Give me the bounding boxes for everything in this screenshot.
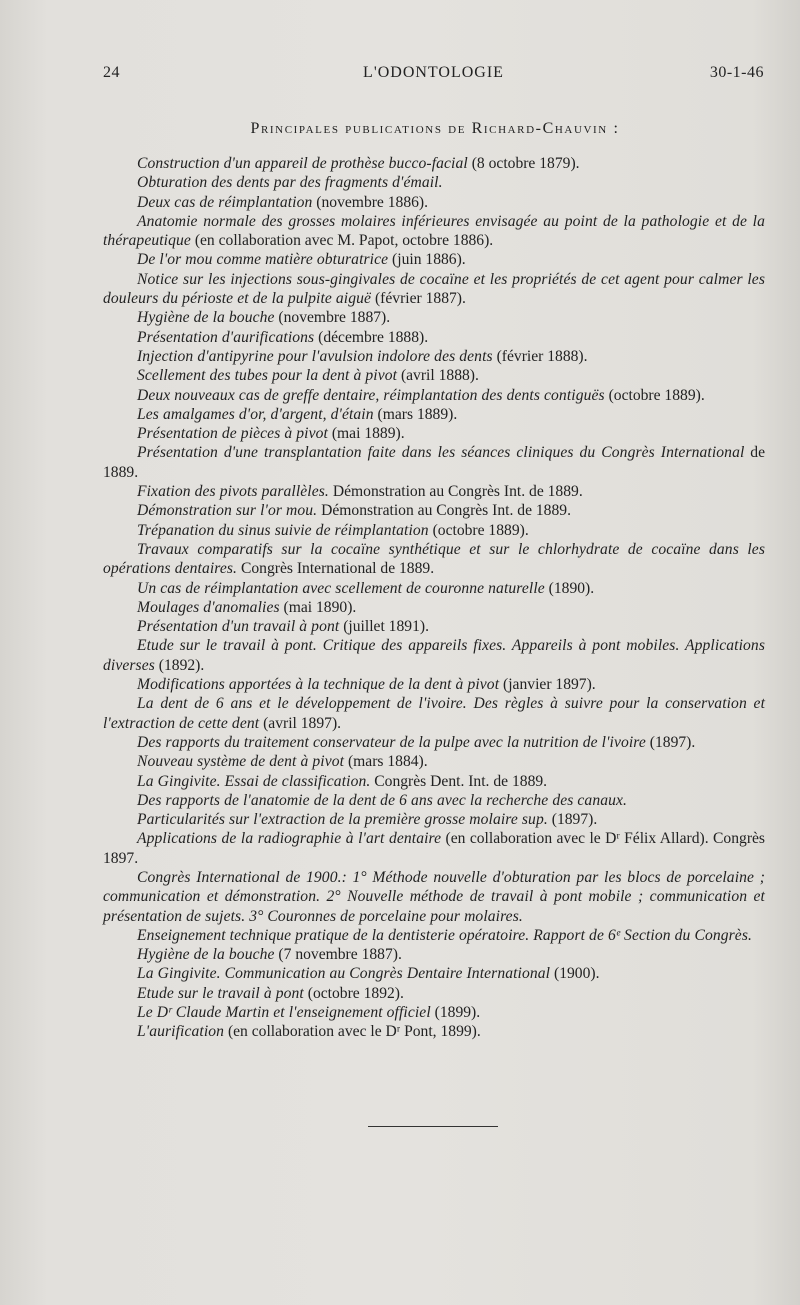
publication-title: Particularités sur l'extraction de la première grosse molaire sup. [137,811,548,829]
publication-entry [103,443,765,482]
publication-entry [103,945,765,964]
publication-entry [103,501,765,520]
publication-details: (juillet 1891). [339,618,429,636]
publication-details: (1897). [645,733,696,751]
publication-title: De l'or mou comme matière obturatrice [137,251,389,269]
issue-date: 30-1-46 [709,64,764,81]
publication-title: Hygiène de la bouche [137,309,275,327]
publication-details: (mai 1890). [279,598,357,616]
publication-entry [103,617,765,636]
publication-details: (7 novembre 1887). [274,946,402,964]
closing-rule [368,1126,498,1127]
publication-title: Enseignement technique pratique de la dentisterie opératoire. Rapport de 6ᵉ Section du Congrès. [137,926,752,944]
publication-details: (octobre 1889). [428,521,529,539]
publication-entry [103,173,765,192]
publication-title: Nouveau système de dent à pivot [137,753,345,771]
page-number: 24 [103,64,120,81]
publication-entry [103,926,765,945]
publication-entry [103,598,765,617]
publication-title: Trépanation du sinus suivie de réimplantation [137,521,429,539]
publication-title: Moulages d'anomalies [137,598,280,616]
publication-list [103,154,765,1042]
publication-title: Etude sur le travail à pont [137,984,304,1002]
publication-details: (juin 1886). [388,251,466,269]
publication-details: (mars 1884). [344,753,428,771]
publication-title: Notice sur les injections sous-gingivales de cocaïne et les propriétés de cet agent pour calmer les douleurs du périoste et de la pulpite aiguë [103,270,765,308]
publication-details: (mars 1889). [373,405,458,423]
publication-details: (novembre 1887). [274,309,391,327]
publication-details: de 1889. [103,444,765,481]
publication-entry [103,829,765,868]
publication-entry [103,328,765,347]
publication-entry [103,868,765,926]
publication-entry [103,482,765,501]
publication-details: (1900). [550,965,600,983]
publication-title: La Gingivite. Essai de classification. [137,772,371,790]
publication-title: Anatomie normale des grosses molaires inférieures envisagée au point de la pathologie et de la thérapeutique [103,212,765,250]
publication-title: L'aurification [137,1023,225,1041]
publication-entry [103,521,765,540]
section-heading: Principales publications de Richard-Chauvin : [250,120,620,137]
publication-title: Des rapports du traitement conservateur de la pulpe avec la nutrition de l'ivoire [137,733,646,751]
publication-title: Construction d'un appareil de prothèse bucco-facial [137,155,468,172]
publication-title: Présentation de pièces à pivot [137,425,328,443]
publication-title: Congrès International de 1900.: 1° Méthode nouvelle d'obturation par les blocs de porcelaine ; communication et démonstration. 2° Nouvelle méthode de travail à pont mobile ; communication et présentation de sujets. 3° Couronnes de porcelaine pour molaires. [103,868,765,925]
publication-entry [103,193,765,212]
publication-details: Congrès Dent. Int. de 1889. [370,772,548,790]
publication-entry [103,154,765,173]
publication-details: (en collaboration avec M. Papot, octobre 1886). [190,232,494,250]
publication-entry [103,694,765,733]
publication-title: Un cas de réimplantation avec scellement de couronne naturelle [137,579,545,597]
publication-title: Le Dʳ Claude Martin et l'enseignement officiel [137,1004,431,1022]
publication-entry [103,1003,765,1022]
publication-entry [103,212,765,251]
publication-entry [103,984,765,1003]
publication-entry [103,424,765,443]
publication-details: (avril 1888). [397,367,479,385]
publication-title: Présentation d'un travail à pont [137,618,340,636]
publication-entry [103,366,765,385]
publication-details: (1897). [547,811,598,829]
publication-details: (décembre 1888). [314,328,429,346]
publication-title: Applications de la radiographie à l'art dentaire [137,830,442,848]
publication-entry [103,772,765,791]
publication-title: Hygiène de la bouche [137,946,275,964]
publication-entry [103,579,765,598]
publication-details: Démonstration au Congrès Int. de 1889. [317,502,571,520]
publication-entry [103,964,765,983]
publication-title: Obturation des dents par des fragments d'émail. [137,174,443,192]
publication-entry [103,540,765,579]
publication-title: Les amalgames d'or, d'argent, d'étain [137,405,374,423]
publication-details: (en collaboration avec le Dʳ Pont, 1899). [224,1023,481,1041]
publication-details: (janvier 1897). [499,676,596,694]
publication-title: Injection d'antipyrine pour l'avulsion indolore des dents [137,347,493,365]
publication-entry [103,733,765,752]
publication-title: Scellement des tubes pour la dent à pivot [137,367,398,385]
publication-entry [103,405,765,424]
publication-title: Travaux comparatifs sur la cocaïne synthétique et sur le chlorhydrate de cocaïne dans les opérations dentaires. [103,540,765,578]
publication-title: Fixation des pivots parallèles. [137,483,329,501]
publication-entry [103,636,765,675]
publication-details: (février 1887). [371,290,466,308]
publication-entry [103,675,765,694]
publication-details: (mai 1889). [327,425,405,443]
publication-details: (avril 1897). [259,714,342,732]
publication-title: Modifications apportées à la technique de la dent à pivot [137,676,500,694]
publication-entry [103,250,765,269]
publication-entry [103,791,765,810]
publication-title: Présentation d'aurifications [137,328,315,346]
journal-title: L'ODONTOLOGIE [363,64,504,81]
publication-entry [103,347,765,366]
publication-details: (octobre 1889). [604,386,705,404]
publication-entry [103,1022,765,1041]
publication-details: Congrès International de 1889. [237,560,435,578]
publication-details: Démonstration au Congrès Int. de 1889. [328,483,583,501]
publication-title: Présentation d'une transplantation faite dans les séances cliniques du Congrès International [137,444,745,462]
publication-title: Etude sur le travail à pont. Critique des appareils fixes. Appareils à pont mobiles. Applications diverses [103,637,765,674]
publication-details: (1899). [430,1004,481,1022]
publication-details: (février 1888). [492,347,588,365]
publication-entry [103,386,765,405]
publication-entry [103,308,765,327]
running-header [103,64,764,86]
publication-details: (1890). [544,579,595,597]
publication-title: Démonstration sur l'or mou. [137,502,318,520]
publication-entry [103,752,765,771]
publication-title: Des rapports de l'anatomie de la dent de 6 ans avec la recherche des canaux. [137,791,628,809]
publication-entry [103,810,765,829]
publication-details: (novembre 1886). [312,193,429,211]
publication-details: (1892). [154,656,205,674]
publication-title: Deux cas de réimplantation [137,193,313,211]
publication-details: (octobre 1892). [303,984,404,1002]
publication-details: (8 octobre 1879). [467,155,580,172]
publication-title: La dent de 6 ans et le développement de l'ivoire. Des règles à suivre pour la conservation et l'extraction de cette dent [103,695,765,732]
publication-details: (en collaboration avec le Dʳ Félix Allard). Congrès 1897. [103,830,765,867]
publication-entry [103,270,765,309]
publication-title: Deux nouveaux cas de greffe dentaire, réimplantation des dents contiguës [137,386,605,404]
publication-title: La Gingivite. Communication au Congrès Dentaire International [137,965,551,983]
